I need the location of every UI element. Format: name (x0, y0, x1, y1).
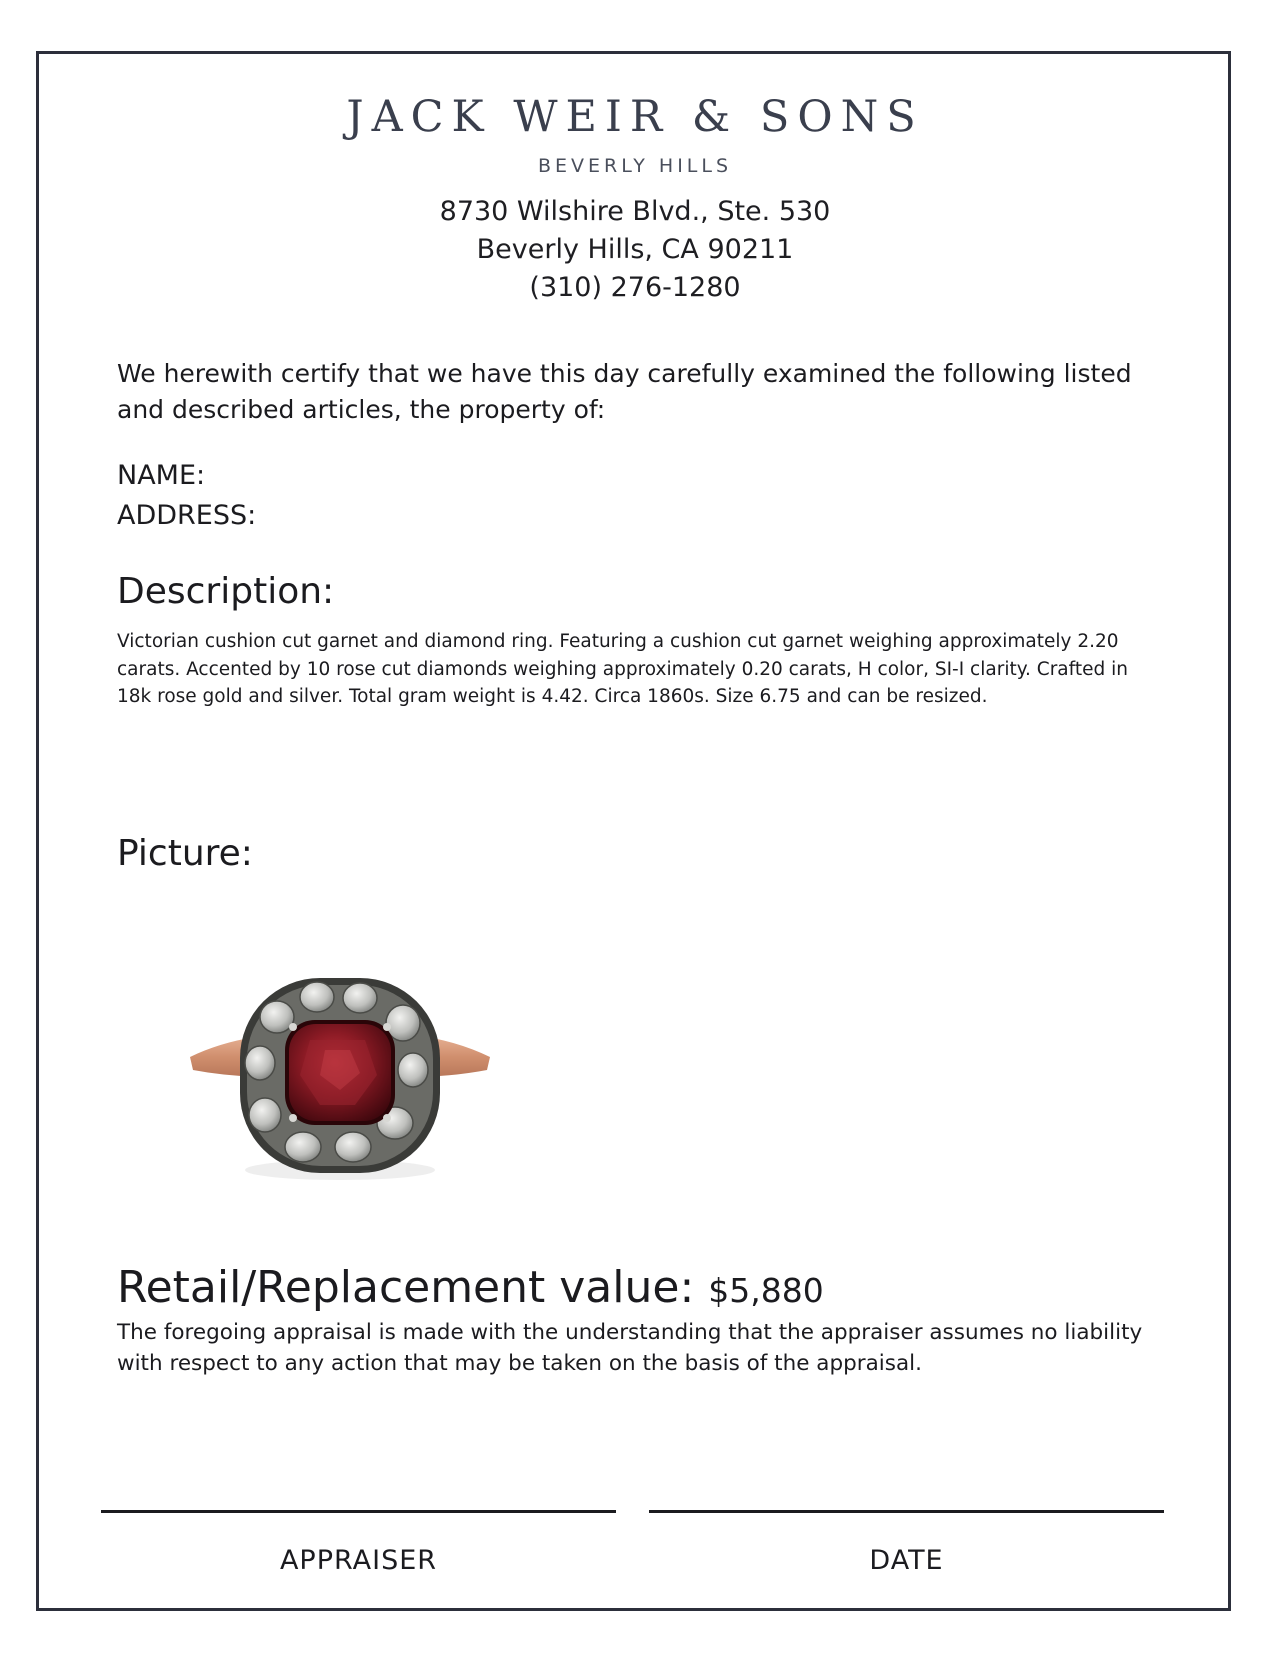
appraiser-label: APPRAISER (279, 1545, 438, 1576)
appraiser-signature-line (101, 1510, 616, 1513)
company-location: BEVERLY HILLS (537, 155, 733, 177)
address-line-1: 8730 Wilshire Blvd., Ste. 530 (439, 196, 831, 227)
picture-heading: Picture: (117, 833, 253, 874)
certification-statement: We herewith certify that we have this day carefully examined the following listed and described articles, the property of: (117, 359, 1132, 424)
value-label: Retail/Replacement value: (117, 1262, 695, 1313)
description-heading: Description: (117, 571, 335, 612)
value-amount: $5,880 (708, 1271, 824, 1310)
value-line (117, 1262, 824, 1313)
date-signature-line (649, 1510, 1164, 1513)
name-label: NAME: (117, 460, 206, 491)
ring-photo (185, 965, 495, 1190)
phone-number: (310) 276-1280 (529, 272, 741, 303)
address-label: ADDRESS: (117, 500, 257, 531)
date-label: DATE (869, 1545, 944, 1576)
description-text: Victorian cushion cut garnet and diamond ring. Featuring a cushion cut garnet weighing approximately 2.20 carats. Accented by 10 rose cut diamonds weighing approximately 0.20 carats, H color, SI-I clarity. Crafted in 18k rose gold and silver. Total gram weight is 4.42. Circa 1860s. Size 6.75 and can be resized. (117, 631, 1128, 707)
company-name: JACK WEIR & SONS (346, 92, 924, 142)
disclaimer-text: The foregoing appraisal is made with the understanding that the appraiser assumes no liability with respect to any action that may be taken on the basis of the appraisal. (117, 1320, 1143, 1376)
address-line-2: Beverly Hills, CA 90211 (476, 234, 794, 265)
